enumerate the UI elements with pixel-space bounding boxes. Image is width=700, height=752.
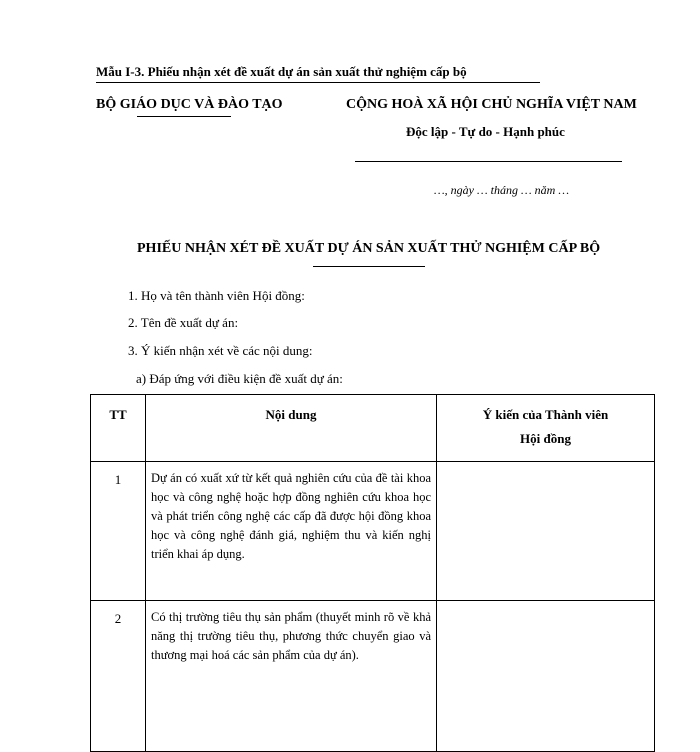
row-opinion-cell[interactable] bbox=[437, 462, 655, 601]
item-project-name: 2. Tên đề xuất dự án: bbox=[128, 315, 239, 330]
table-header-row bbox=[91, 395, 655, 462]
header-content: Nội dung bbox=[146, 395, 437, 462]
row-number: 2 bbox=[91, 601, 146, 752]
document-title-underline bbox=[313, 266, 425, 267]
document-title: PHIẾU NHẬN XÉT ĐỀ XUẤT DỰ ÁN SẢN XUẤT THỬ NGHIỆM CẤP BỘ bbox=[137, 241, 601, 256]
country-name: CỘNG HOÀ XÃ HỘI CHỦ NGHĨA VIỆT NAM bbox=[346, 97, 637, 112]
header-opinion-line2: Hội đồng bbox=[520, 431, 571, 446]
national-motto: Độc lập - Tự do - Hạnh phúc bbox=[406, 124, 565, 139]
row-opinion-cell[interactable] bbox=[437, 601, 655, 752]
evaluation-table bbox=[90, 394, 655, 752]
motto-underline bbox=[355, 161, 622, 162]
form-title-underline bbox=[96, 82, 540, 83]
ministry-name: BỘ GIÁO DỤC VÀ ĐÀO TẠO bbox=[96, 97, 283, 112]
date-line: …, ngày … tháng … năm … bbox=[434, 183, 570, 197]
row-number: 1 bbox=[91, 462, 146, 601]
ministry-underline bbox=[137, 116, 231, 117]
sub-item-conditions: a) Đáp ứng với điều kiện đề xuất dự án: bbox=[136, 371, 343, 386]
item-comments: 3. Ý kiến nhận xét về các nội dung: bbox=[128, 343, 313, 358]
table-row bbox=[91, 462, 655, 601]
table-row bbox=[91, 601, 655, 752]
header-no: TT bbox=[91, 395, 146, 462]
row-content: Dự án có xuất xứ từ kết quả nghiên cứu của đề tài khoa học và công nghệ hoặc hợp đồng nghiên cứu khoa học và phát triển công nghệ các cấp đã được hội đồng khoa học và công nghệ đánh giá, nghiệm thu và kiến nghị triển khai áp dụng. bbox=[146, 462, 437, 601]
row-content: Có thị trường tiêu thụ sản phẩm (thuyết minh rõ về khả năng thị trường tiêu thụ, phương thức chuyển giao và thương mại hoá các sản phẩm của dự án). bbox=[146, 601, 437, 752]
form-code-title: Mẫu I-3. Phiếu nhận xét đề xuất dự án sản xuất thử nghiệm cấp bộ bbox=[96, 64, 467, 79]
item-member-name: 1. Họ và tên thành viên Hội đồng: bbox=[128, 288, 305, 303]
header-opinion bbox=[437, 395, 655, 462]
header-opinion-line1: Ý kiến của Thành viên bbox=[482, 407, 609, 422]
